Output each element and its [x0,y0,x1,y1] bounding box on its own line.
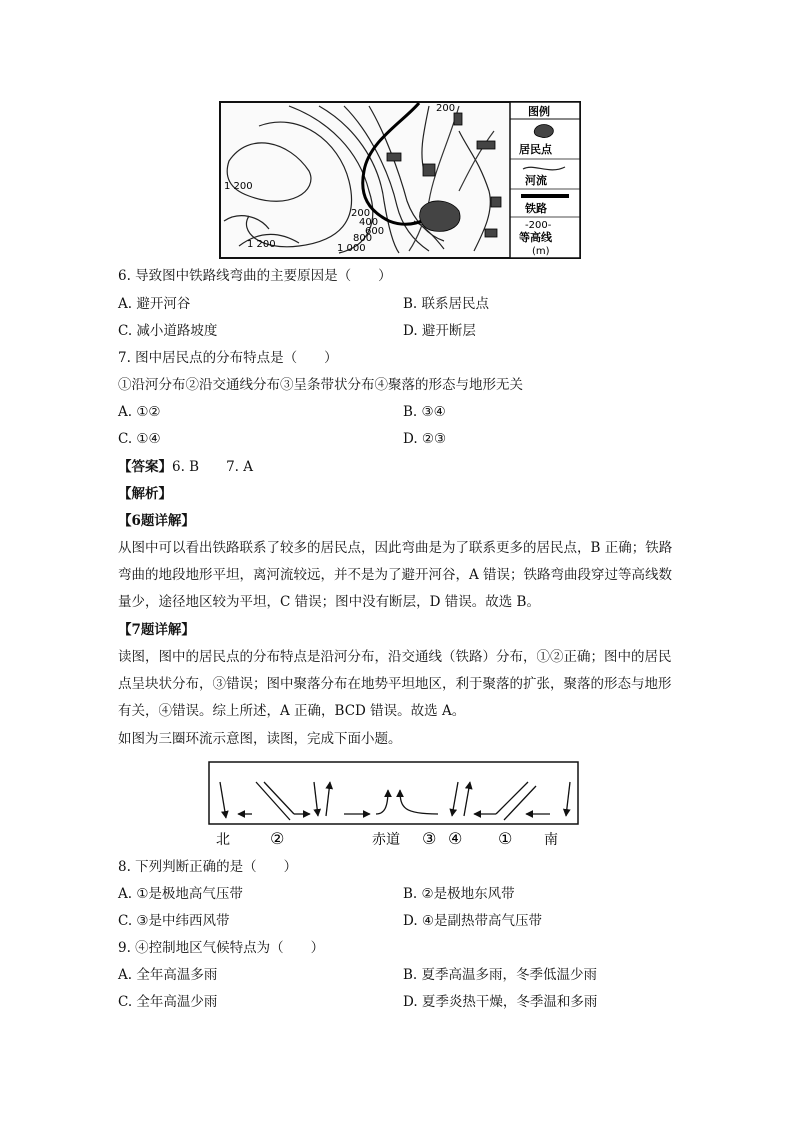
legend-railway: 铁路 [525,202,547,215]
label-south: 南 [544,832,558,848]
contour-label: 400 [359,217,379,228]
legend-river: 河流 [525,174,547,187]
q7-option-a: A. ①② [118,404,161,420]
label-marker-3: ③ [422,829,437,848]
q6-option-b: B. 联系居民点 [403,296,490,312]
answer-text: 6. B 7. A [172,459,254,475]
analysis-label: 【解析】 [118,486,172,502]
contour-label: 200 [436,103,456,114]
q8-option-d: D. ④是副热带高气压带 [403,913,543,929]
contour-label: 600 [365,226,385,237]
q7-stem: 7. 图中居民点的分布特点是（ ） [118,350,338,366]
q6-option-a: A. 避开河谷 [118,296,191,312]
answer-line [118,458,253,476]
q7-option-c: C. ①④ [118,431,161,447]
contour-label: 1 000 [337,243,366,254]
q9-option-c: C. 全年高温少雨 [118,994,218,1010]
settlement-symbol [534,125,553,138]
q6-option-c: C. 减小道路坡度 [118,323,218,339]
q7-option-d: D. ②③ [403,431,447,447]
q8-stem: 8. 下列判断正确的是（ ） [118,859,298,875]
contour-label: 800 [353,233,373,244]
contour-label: 1 200 [224,181,253,192]
q7-option-b: B. ③④ [403,404,446,420]
railway-symbol [521,194,569,198]
contour-label: 1 200 [247,239,276,250]
q9-option-a: A. 全年高温多雨 [118,967,218,983]
label-north: 北 [216,832,230,848]
q9-option-d: D. 夏季炎热干燥，冬季温和多雨 [403,994,598,1010]
q9-stem: 9. ④控制地区气候特点为（ ） [118,940,325,956]
q6-stem: 6. 导致图中铁路线弯曲的主要原因是（ ） [118,268,392,284]
circulation-diagram [208,760,580,852]
intro-text: 如图为三圈环流示意图，读图，完成下面小题。 [118,731,402,747]
topographic-map [219,101,581,259]
q7-detail-label: 【7题详解】 [118,622,195,638]
q6-option-d: D. 避开断层 [403,323,476,339]
q8-option-c: C. ③是中纬西风带 [118,913,230,929]
answer-label: 【答案】 [118,459,172,475]
legend-title: 图例 [528,105,550,118]
label-marker-4: ④ [448,829,463,848]
q8-option-b: B. ②是极地东风带 [403,886,515,902]
label-equator: 赤道 [372,832,400,848]
q9-option-b: B. 夏季高温多雨，冬季低温少雨 [403,967,598,983]
q7-detail-text: 读图，图中的居民点的分布特点是沿河分布，沿交通线（铁路）分布，①②正确；图中的居民点呈块状分布，③错误；图中聚落分布在地势平坦地区，利于聚落的扩张，聚落的形态与地形有关，④错误。综上所述，A 正确，BCD 错误。故选 A。 [118,649,672,719]
label-marker-2: ② [270,829,285,848]
legend-unit: (m) [532,246,550,257]
legend-settlement: 居民点 [519,143,552,156]
legend-contour: 等高线 [519,231,552,244]
q7-items: ①沿河分布②沿交通线分布③呈条带状分布④聚落的形态与地形无关 [118,377,523,393]
label-marker-1: ① [498,829,513,848]
legend-contour-sample: -200- [525,220,552,231]
q6-detail-text: 从图中可以看出铁路联系了较多的居民点，因此弯曲是为了联系更多的居民点，B 正确；铁路弯曲的地段地形平坦，离河流较远，并不是为了避开河谷，A 错误；铁路弯曲段穿过等高线数量少，途径地区较为平坦，C 错误；图中没有断层，D 错误。故选 B。 [118,540,673,610]
contour-label: 200 [351,208,371,219]
q6-detail-label: 【6题详解】 [118,513,195,529]
q8-option-a: A. ①是极地高气压带 [118,886,243,902]
